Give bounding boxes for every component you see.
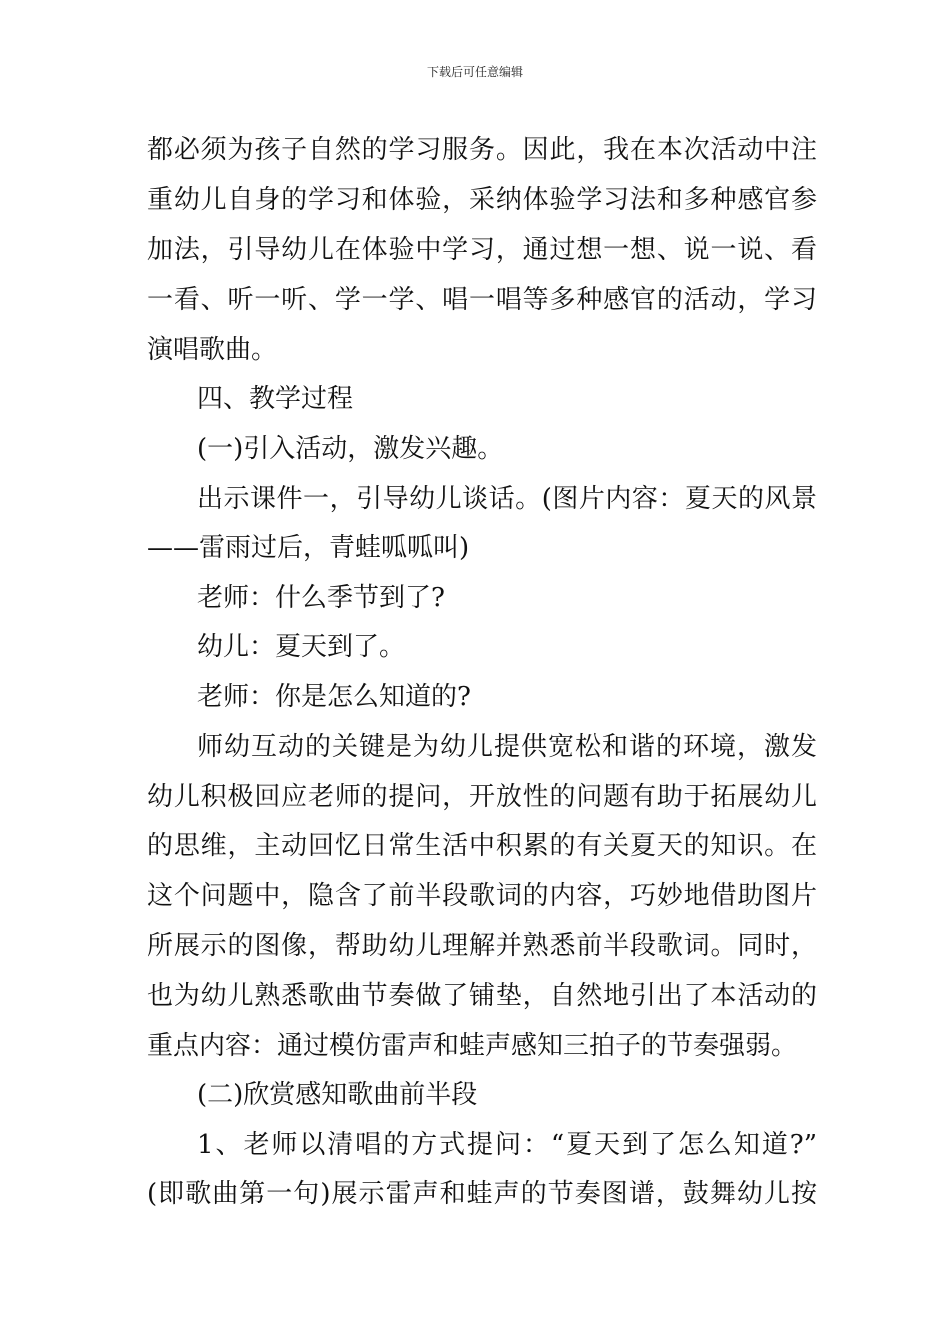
body-line: 1、老师以清唱的方式提问：“夏天到了怎么知道?”	[197, 1130, 817, 1160]
body-line: 演唱歌曲。	[147, 335, 278, 365]
dialogue-line: 老师：你是怎么知道的?	[197, 682, 471, 712]
body-line: 也为幼儿熟悉歌曲节奏做了铺垫，自然地引出了本活动的	[147, 981, 817, 1011]
body-line: (即歌曲第一句)展示雷声和蛙声的节奏图谱，鼓舞幼儿按	[147, 1179, 817, 1209]
body-line: 幼儿积极回应老师的提问，开放性的问题有助于拓展幼儿	[147, 782, 817, 812]
section-heading: 四、教学过程	[197, 384, 354, 414]
body-line: 重幼儿自身的学习和体验，采纳体验学习法和多种感官参	[147, 185, 817, 215]
body-line: 都必须为孩子自然的学习服务。因此，我在本次活动中注	[147, 135, 817, 165]
body-line: 出示课件一，引导幼儿谈话。(图片内容：夏天的风景	[197, 484, 817, 514]
dialogue-line: 老师：什么季节到了?	[197, 583, 445, 613]
body-line: ——雷雨过后，青蛙呱呱叫)	[147, 533, 470, 563]
body-line: 重点内容：通过模仿雷声和蛙声感知三拍子的节奏强弱。	[147, 1031, 798, 1061]
subsection-heading: (二)欣赏感知歌曲前半段	[197, 1080, 478, 1110]
body-line: 这个问题中，隐含了前半段歌词的内容，巧妙地借助图片	[147, 881, 817, 911]
dialogue-line: 幼儿：夏天到了。	[197, 632, 406, 662]
subsection-heading: (一)引入活动，激发兴趣。	[197, 434, 504, 464]
body-line: 的思维，主动回忆日常生活中积累的有关夏天的知识。在	[147, 831, 817, 861]
body-line: 所展示的图像，帮助幼儿理解并熟悉前半段歌词。同时，	[147, 931, 817, 961]
body-line: 一看、听一听、学一学、唱一唱等多种感官的活动，学习	[147, 285, 817, 315]
page-header: 下载后可任意编辑	[426, 65, 523, 79]
body-line: 师幼互动的关键是为幼儿提供宽松和谐的环境，激发	[197, 732, 817, 762]
body-line: 加法，引导幼儿在体验中学习，通过想一想、说一说、看	[147, 235, 817, 265]
